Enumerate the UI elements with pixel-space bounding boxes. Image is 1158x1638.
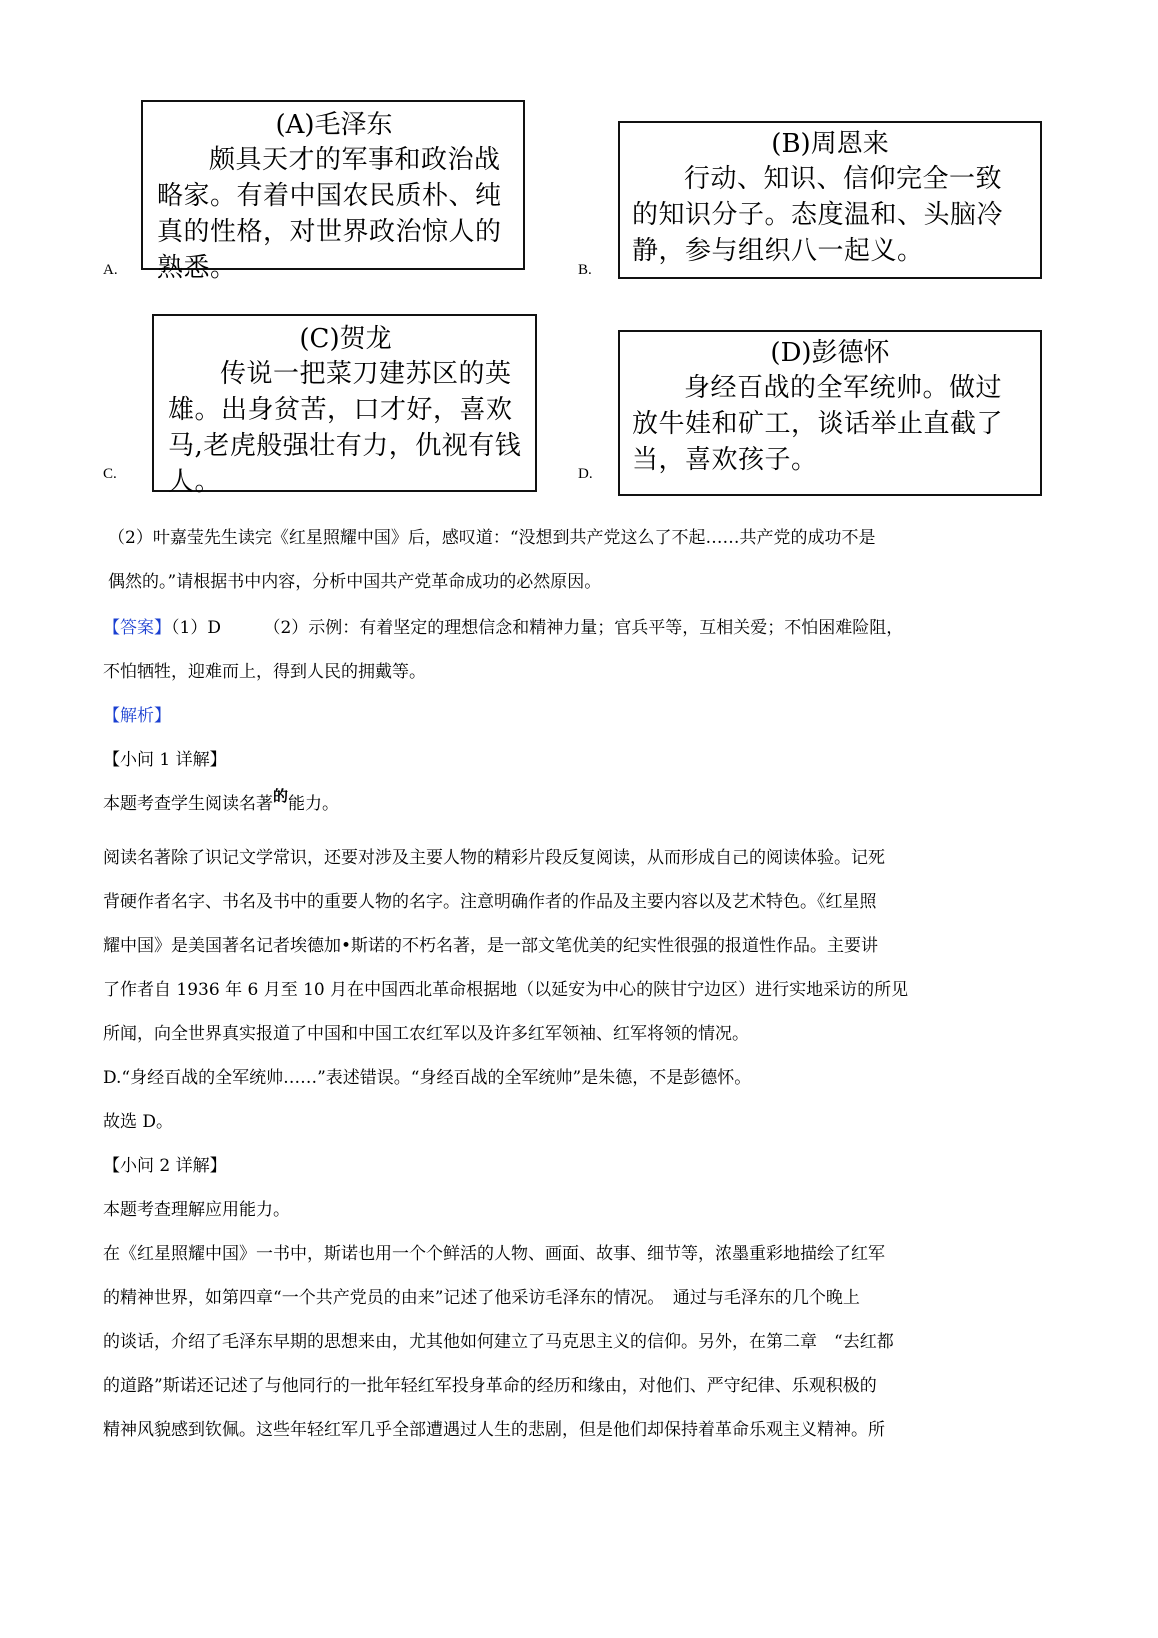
option-letter-d: D. bbox=[578, 466, 593, 482]
body-line: 故选 D。 bbox=[103, 1112, 174, 1132]
analysis-section bbox=[103, 694, 1043, 826]
analysis-tag: 【解析】 bbox=[103, 706, 171, 726]
option-card-body: 传说一把菜刀建苏区的英雄。出身贫苦，口才好，喜欢马,老虎般强壮有力，仇视有钱人。 bbox=[168, 359, 522, 497]
option-card-c bbox=[152, 314, 537, 497]
body-line: 精神风貌感到钦佩。这些年轻红军几乎全部遭遇过人生的悲剧，但是他们却保持着革命乐观主义精神。所 bbox=[103, 1420, 885, 1440]
option-card-body: 行动、知识、信仰完全一致的知识分子。态度温和、头脑冷静，参与组织八一起义。 bbox=[632, 164, 1004, 266]
body-line: 耀中国》是美国著名记者埃德加•斯诺的不朽名著，是一部文笔优美的纪实性很强的报道性作品。主要讲 bbox=[103, 936, 879, 956]
body-line: 的谈话，介绍了毛泽东早期的思想来由，尤其他如何建立了马克思主义的信仰。另外，在第二章 “去红都 bbox=[103, 1332, 894, 1352]
sub-question-1-heading: 【小问 1 详解】 bbox=[103, 750, 227, 770]
body-line: 阅读名著除了识记文学常识，还要对涉及主要人物的精彩片段反复阅读，从而形成自己的阅读体验。记死 bbox=[103, 848, 885, 868]
answer-section bbox=[103, 606, 1043, 694]
option-card-d bbox=[618, 330, 1042, 496]
sub-question-2-heading: 【小问 2 详解】 bbox=[103, 1156, 227, 1176]
option-card-body: 颇具天才的军事和政治战略家。有着中国农民质朴、纯真的性格，对世界政治惊人的熟悉。 bbox=[157, 145, 502, 283]
question-2-line: 偶然的。”请根据书中内容，分析中国共产党革命成功的必然原因。 bbox=[108, 572, 602, 592]
question-2 bbox=[108, 516, 1048, 604]
question-2-line: （2）叶嘉莹先生读完《红星照耀中国》后，感叹道：“没想到共产党这么了不起……共产党的成功不是 bbox=[108, 528, 876, 548]
answer-line: 不怕牺牲，迎难而上，得到人民的拥戴等。 bbox=[103, 662, 426, 682]
body-line: 所闻，向全世界真实报道了中国和中国工农红军以及许多红军领袖、红军将领的情况。 bbox=[103, 1024, 749, 1044]
answer-line bbox=[103, 606, 1043, 650]
option-card-title: (B)周恩来 bbox=[771, 129, 889, 159]
body-line: D.“身经百战的全军统帅……”表述错误。“身经百战的全军统帅”是朱德，不是彭德怀。 bbox=[103, 1068, 752, 1088]
option-card-b bbox=[618, 121, 1042, 279]
sub-question-2-intro: 本题考查理解应用能力。 bbox=[103, 1200, 290, 1220]
sub-question-1-body bbox=[103, 836, 1043, 1452]
option-card-title: (A)毛泽东 bbox=[275, 110, 393, 140]
body-line: 的道路”斯诺还记述了与他同行的一批年轻红军投身革命的经历和缘由，对他们、严守纪律、乐观积极的 bbox=[103, 1376, 877, 1396]
body-line: 的精神世界，如第四章“一个共产党员的由来”记述了他采访毛泽东的情况。 通过与毛泽东的几个晚上 bbox=[103, 1288, 860, 1308]
intro-text: 能力。 bbox=[288, 794, 340, 814]
answer-tag: 【答案】 bbox=[103, 618, 171, 638]
option-card-body: 身经百战的全军统帅。做过放牛娃和矿工，谈话举止直截了当，喜欢孩子。 bbox=[632, 373, 1004, 475]
answer-text: （1）D （2）示例：有着坚定的理想信念和精神力量；官兵平等，互相关爱；不怕困难险阻， bbox=[171, 618, 904, 638]
option-card-title: (C)贺龙 bbox=[299, 324, 392, 354]
option-letter-c: C. bbox=[103, 466, 117, 482]
option-letter-a: A. bbox=[103, 262, 118, 278]
option-card-title: (D)彭德怀 bbox=[770, 338, 890, 368]
intro-text-raised: 的 bbox=[273, 787, 289, 805]
body-line: 背硬作者名字、书名及书中的重要人物的名字。注意明确作者的作品及主要内容以及艺术特色。《红星照 bbox=[103, 892, 877, 912]
sub-question-1-intro bbox=[103, 782, 1043, 826]
intro-text: 本题考查学生阅读名著 bbox=[103, 794, 273, 814]
body-line: 了作者自 1936 年 6 月至 10 月在中国西北革命根据地（以延安为中心的陕甘宁边区）进行实地采访的所见 bbox=[103, 980, 909, 1000]
option-letter-b: B. bbox=[578, 262, 592, 278]
body-line: 在《红星照耀中国》一书中，斯诺也用一个个鲜活的人物、画面、故事、细节等，浓墨重彩地描绘了红军 bbox=[103, 1244, 885, 1264]
option-card-a bbox=[141, 100, 525, 283]
